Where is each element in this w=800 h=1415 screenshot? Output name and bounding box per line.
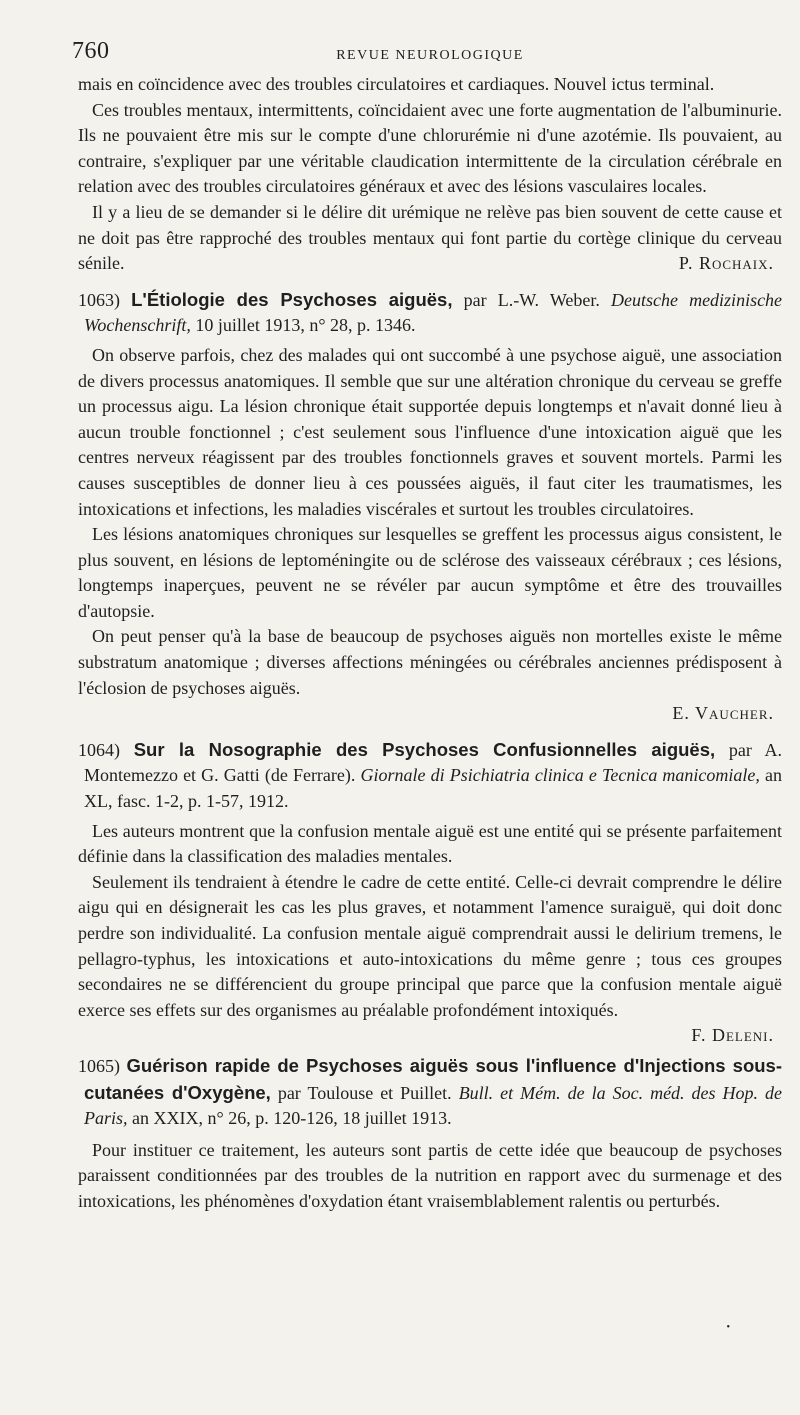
entry-number: 1065): [78, 1055, 120, 1076]
entry-paragraph: On peut penser qu'à la base de beaucoup de psychoses aiguës non mortelles existe le même substratum anatomique ; diverses affections méningées ou cérébrales anciennes prédisposent à l'éclosion de psychoses aiguës.: [78, 626, 782, 698]
entry-1063-heading: [78, 287, 782, 339]
page-mark: •: [726, 1322, 730, 1333]
entry-paragraph: On observe parfois, chez des malades qui ont succombé à une psychose aiguë, une association de divers processus anatomiques. Il semble que sur une altération chronique du cerveau se greffe un processus aigu. La lésion chronique était supportée depuis longtemps et n'avait donné lieu à aucun trouble fonctionnel ; c'est seulement sous l'influence d'une intoxication aiguë que les centres nerveux réagissent par des troubles fonctionnels graves et souvent mortels. Parmi les causes susceptibles de donner lieu à ces poussées aiguës, il faut citer les traumatismes, les intoxications et infections, les maladies viscérales et surtout les troubles circulatoires.: [78, 344, 782, 519]
intro-paragraph-1: mais en coïncidence avec des troubles circulatoires et cardiaques. Nouvel ictus terminal.: [78, 74, 715, 94]
entry-title: Sur la Nosographie des Psychoses Confusionnelles aiguës,: [133, 738, 716, 760]
page-number: 760: [72, 38, 110, 64]
entry-journal: Bull. et Mém. de la Soc. méd. des Hop. de Paris,: [84, 1082, 783, 1129]
entry-byline: par Toulouse et Puillet.: [270, 1082, 452, 1103]
entry-journal: Giornale di Psichiatria clinica e Tecnica manicomiale,: [360, 765, 760, 786]
entry-1065-heading: [78, 1053, 782, 1132]
intro-paragraph-3-text: Il y a lieu de se demander si le délire dit urémique ne relève pas bien souvent de cette cause et ne doit pas être rapproché des troubles mentaux qui font partie du cortège clinique du cerveau sénile.: [78, 201, 782, 274]
entry-byline: par L.-W. Weber.: [452, 289, 600, 310]
signature: F. Deleni.: [691, 1025, 774, 1046]
entry-paragraph: Les lésions anatomiques chroniques sur lesquelles se greffent les processus aigus consistent, le plus souvent, en lésions de leptoméningite ou de sclérose des vaisseaux cérébraux ; ces lésions, longtemps inaperçues, peuvent ne se révéler par aucun symptôme et être des trouvailles d'autopsie.: [78, 524, 782, 621]
entry-number: 1064): [78, 739, 120, 760]
entry-reference: an XL, fasc. 1-2, p. 1-57, 1912.: [84, 765, 782, 812]
entry-reference: 10 juillet 1913, n° 28, p. 1346.: [190, 315, 416, 336]
entry-title: Guérison rapide de Psychoses aiguës sous l'influence d'Injections sous-cutanées d'Oxygène,: [84, 1054, 783, 1103]
intro-paragraph-2: Ces troubles mentaux, intermittents, coïncidaient avec une forte augmentation de l'albuminurie. Ils ne pouvaient être mis sur le compte d'une chlorurémie ni d'une azotémie. Ils pouvaient, au contraire, s'expliquer par une véritable claudication intermittente de la circulation cérébrale en relation avec des troubles circulatoires généraux et avec des lésions vasculaires locales.: [78, 99, 782, 197]
entry-paragraph: Pour instituer ce traitement, les auteurs sont partis de cette idée que beaucoup de psychoses paraissent conditionnées par des troubles de la nutrition en rapport avec du surmenage et des intoxications, les phénomènes d'oxydation étant vraisemblablement ralentis ou perturbés.: [78, 1139, 782, 1211]
entry-journal: Deutsche medizinische Wochenschrift,: [84, 289, 783, 336]
entry-reference: an XXIX, n° 26, p. 120-126, 18 juillet 1913.: [127, 1108, 452, 1129]
page-header: [72, 38, 782, 72]
entry-byline: par A. Montemezzo et G. Gatti (de Ferrare).: [84, 739, 783, 786]
entry-1064-heading: [78, 737, 782, 815]
entry-number: 1063): [78, 289, 120, 310]
signature: P. Rochaix.: [678, 253, 774, 274]
entry-paragraph: Les auteurs montrent que la confusion mentale aiguë est une entité qui se présente parfaitement définie dans la classification des maladies mentales.: [78, 820, 782, 867]
entry-paragraph: Seulement ils tendraient à étendre le cadre de cette entité. Celle-ci devrait comprendre le délire aigu qui en désignerait les cas les plus graves, et notamment l'amence suraiguë, qui doit donc perdre son individualité. La confusion mentale aiguë comprendrait aussi le delirium tremens, le pellagro-typhus, les intoxications et auto-intoxications du même genre ; tous ces groupes secondaires ne se différencient du groupe principal que parce que la confusion mentale aiguë exerce ses effets sur des organismes au préalable profondément intoxiqués.: [78, 871, 782, 1020]
entry-title: L'Étiologie des Psychoses aiguës,: [131, 288, 453, 310]
intro-paragraph-3: [78, 200, 782, 277]
signature: E. Vaucher.: [672, 703, 774, 724]
page: [72, 38, 783, 1215]
running-title: REVUE NEUROLOGIQUE: [336, 48, 524, 63]
